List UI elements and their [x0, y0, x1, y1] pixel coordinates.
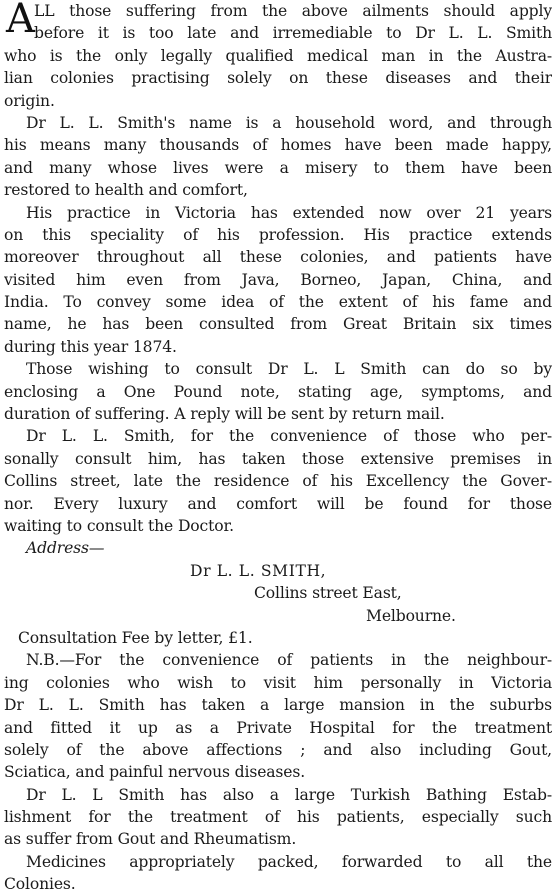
text-line: Dr L. L Smith has also a large Turkish Bathing Estab- [26, 785, 552, 804]
text-line: Colonies. [4, 875, 76, 894]
text-line: lishment for the treatment of his patients, especially such [4, 808, 552, 827]
paragraph-hospital [4, 649, 552, 783]
paragraph-medicines [4, 851, 552, 896]
text-line: Those wishing to consult Dr L. L Smith can do so by [26, 360, 552, 379]
text-line: lian colonies practising solely on these diseases and their [4, 69, 552, 88]
address-street: Collins street East, [254, 584, 402, 603]
text-line: as suffer from Gout and Rheumatism. [4, 830, 297, 849]
text-line: waiting to consult the Doctor. [4, 516, 234, 535]
text-line: India. To convey some idea of the extent of his fame and [4, 293, 552, 312]
text-line: Sciatica, and painful nervous diseases. [4, 763, 306, 782]
text-line: Dr L. L. Smith, for the convenience of those who per- [26, 427, 552, 446]
text-line: on this speciality of his profession. His practice extends [4, 225, 552, 244]
text-line: solely of the above affections ; and also including Gout, [4, 740, 552, 759]
paragraph-intro [4, 0, 552, 112]
text-line: his means many thousands of homes have been made happy, [4, 136, 552, 155]
paragraph-practice [4, 202, 552, 359]
text-line: His practice in Victoria has extended now over 21 years [26, 203, 552, 222]
text-line: before it is too late and irremediable to Dr L. L. Smith [34, 24, 552, 43]
text-line: nor. Every luxury and comfort will be found for those [4, 494, 552, 513]
text-line: Dr L. L. Smith's name is a household word, and through [26, 113, 552, 132]
text-line: sonally consult him, has taken those extensive premises in [4, 449, 552, 468]
text-line: Dr L. L. Smith has taken a large mansion in the suburbs [4, 696, 552, 715]
address-label: Address— [26, 539, 105, 558]
advertisement-column [4, 0, 552, 896]
text-line: enclosing a One Pound note, stating age, symptoms, and [4, 382, 552, 401]
paragraph-reputation [4, 112, 552, 202]
address-block [4, 537, 552, 627]
text-line: during this year 1874. [4, 337, 177, 356]
text-line: and fitted it up as a Private Hospital for the treatment [4, 718, 552, 737]
text-line: Medicines appropriately packed, forwarded to all the [26, 852, 552, 871]
text-line: name, he has been consulted from Great Britain six times [4, 315, 552, 334]
paragraph-consultation [4, 358, 552, 425]
text-line: origin. [4, 91, 55, 110]
drop-cap-letter: A [6, 0, 35, 42]
text-line: who is the only legally qualified medical man in the Austra- [4, 46, 552, 65]
paragraph-premises [4, 425, 552, 537]
text-line: restored to health and comfort, [4, 181, 248, 200]
address-name: Dr L. L. SMITH, [190, 561, 327, 580]
text-line: LL those suffering from the above ailments should apply [34, 2, 552, 20]
consultation-fee: Consultation Fee by letter, £1. [18, 628, 253, 647]
text-line: ing colonies who wish to visit him personally in Victoria [4, 673, 552, 692]
text-line: N.B.—For the convenience of patients in the neighbour- [26, 651, 552, 670]
address-city: Melbourne. [366, 606, 456, 625]
text-line: visited him even from Java, Borneo, Japan, China, and [4, 270, 552, 289]
text-line: moreover throughout all these colonies, and patients have [4, 248, 552, 267]
paragraph-turkish-bath [4, 784, 552, 851]
text-line: duration of suffering. A reply will be sent by return mail. [4, 405, 445, 424]
text-line: and many whose lives were a misery to them have been [4, 158, 552, 177]
text-line: Collins street, late the residence of his Excellency the Gover- [4, 472, 552, 491]
